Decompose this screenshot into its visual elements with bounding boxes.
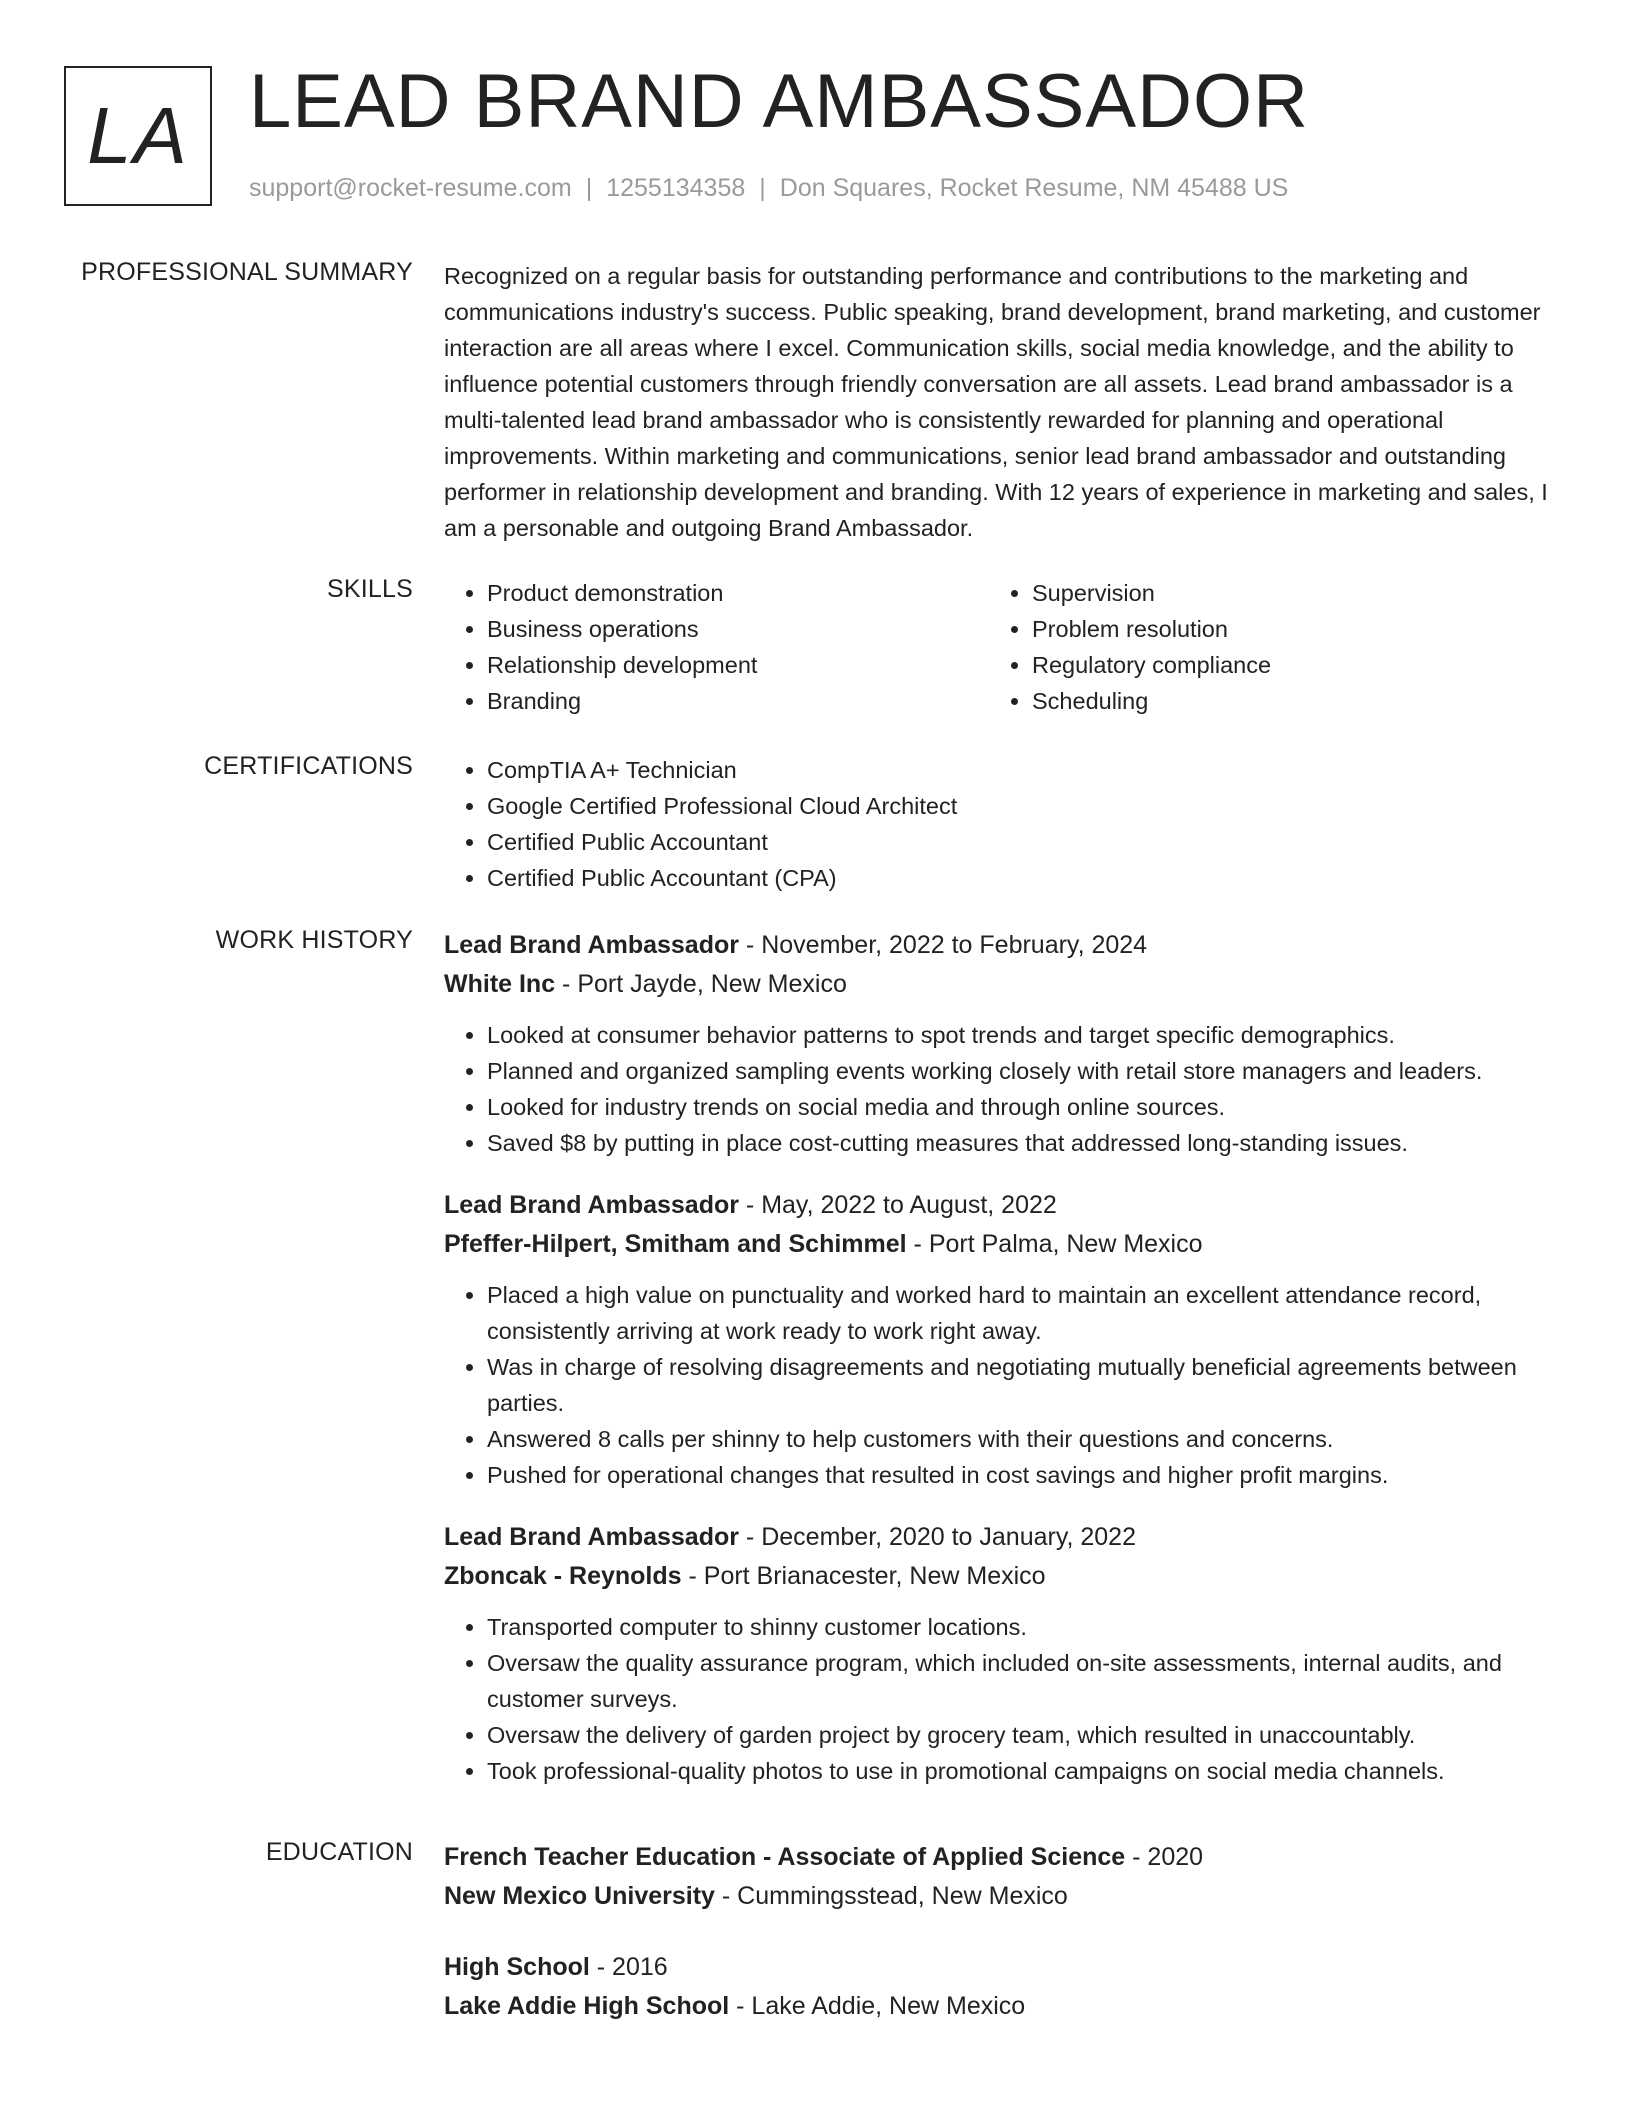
job-company: Pfeffer-Hilpert, Smitham and Schimmel (444, 1230, 907, 1258)
job-bullet: • Transported computer to shinny customer locations. (487, 1609, 1554, 1645)
skill-item: • Branding (487, 683, 989, 719)
contact-separator: | (585, 174, 593, 202)
education-school: Lake Addie High School (444, 1992, 730, 2020)
section-title-summary: PROFESSIONAL SUMMARY (81, 258, 413, 286)
job-bullet: • Looked at consumer behavior patterns to spot trends and target specific demographics. (487, 1017, 1554, 1053)
resume-header (64, 59, 1564, 211)
education-school-line (444, 1987, 1554, 2026)
contact-line (249, 174, 1288, 203)
job-bullet: • Pushed for operational changes that resulted in cost savings and higher profit margins. (487, 1457, 1554, 1493)
job-dates: - May, 2022 to August, 2022 (738, 1191, 1057, 1219)
summary-text: Recognized on a regular basis for outstanding performance and contributions to the marketing and communications industry's success. Public speaking, brand development, brand marketing, and customer interaction are all areas where I excel. Communication skills, social media knowledge, and the ability to influence potential customers through friendly conversation are all assets. Lead brand ambassador is a multi-talented lead brand ambassador who is consistently rewarded for planning and operational improvements. Within marketing and communications, senior lead brand ambassador and outstanding performer in relationship development and branding. With 12 years of experience in marketing and sales, I am a personable and outgoing Brand Ambassador. (444, 263, 1548, 541)
skill-item: • Problem resolution (1032, 611, 1534, 647)
job-title-line (444, 1186, 1554, 1225)
certifications-list (444, 752, 1554, 896)
job-bullet: • Took professional-quality photos to use in promotional campaigns on social media channels. (487, 1753, 1554, 1789)
job-bullet: • Oversaw the delivery of garden project by grocery team, which resulted in unaccountably. (487, 1717, 1554, 1753)
certification-item: • Google Certified Professional Cloud Architect (487, 788, 1554, 824)
skill-item: • Supervision (1032, 575, 1534, 611)
job-entry (444, 926, 1554, 1161)
education-location: - Cummingsstead, New Mexico (714, 1882, 1068, 1910)
skills-list-left (444, 575, 989, 719)
job-dates: - December, 2020 to January, 2022 (738, 1523, 1136, 1551)
job-bullets (444, 1609, 1554, 1789)
job-location: - Port Brianacester, New Mexico (681, 1562, 1046, 1590)
section-title-certifications: CERTIFICATIONS (204, 752, 413, 780)
monogram-logo: LA (64, 66, 212, 206)
summary-body (444, 258, 1554, 546)
job-bullets (444, 1017, 1554, 1161)
job-company: White Inc (444, 970, 556, 998)
skill-item: • Product demonstration (487, 575, 989, 611)
job-company: Zboncak - Reynolds (444, 1562, 682, 1590)
job-bullet: • Oversaw the quality assurance program, which included on-site assessments, internal audits, and customer surveys. (487, 1645, 1554, 1717)
skills-list-right (989, 575, 1534, 719)
education-year: - 2020 (1125, 1843, 1204, 1871)
contact-address: Don Squares, Rocket Resume, NM 45488 US (779, 174, 1289, 202)
education-entry (444, 1838, 1554, 1916)
skill-item: • Regulatory compliance (1032, 647, 1534, 683)
skills-body (444, 575, 1554, 719)
skill-item: • Scheduling (1032, 683, 1534, 719)
contact-email[interactable]: support@rocket-resume.com (249, 174, 572, 202)
education-school-line (444, 1877, 1554, 1916)
work-history-body (444, 926, 1554, 1814)
job-title-line (444, 1518, 1554, 1557)
job-location: - Port Jayde, New Mexico (555, 970, 847, 998)
section-title-skills: SKILLS (327, 575, 413, 603)
job-company-line (444, 1225, 1554, 1264)
job-entry (444, 1518, 1554, 1789)
job-company-line (444, 965, 1554, 1004)
skill-item: • Business operations (487, 611, 989, 647)
education-year: - 2016 (589, 1953, 668, 1981)
certification-item: • CompTIA A+ Technician (487, 752, 1554, 788)
job-bullet: • Planned and organized sampling events working closely with retail store managers and leaders. (487, 1053, 1554, 1089)
section-title-work-history: WORK HISTORY (215, 926, 413, 954)
job-title-line (444, 926, 1554, 965)
job-bullets (444, 1277, 1554, 1493)
job-bullet: • Answered 8 calls per shinny to help customers with their questions and concerns. (487, 1421, 1554, 1457)
job-role: Lead Brand Ambassador (444, 1191, 739, 1219)
contact-separator: | (759, 174, 766, 202)
job-bullet: • Was in charge of resolving disagreements and negotiating mutually beneficial agreements between parties. (487, 1349, 1554, 1421)
education-school: New Mexico University (444, 1882, 715, 1910)
education-body (444, 1838, 1554, 2058)
education-degree: French Teacher Education - Associate of Applied Science (444, 1843, 1126, 1871)
job-location: - Port Palma, New Mexico (906, 1230, 1203, 1258)
job-dates: - November, 2022 to February, 2024 (738, 931, 1148, 959)
certification-item: • Certified Public Accountant (CPA) (487, 860, 1554, 896)
job-role: Lead Brand Ambassador (444, 931, 739, 959)
section-title-education: EDUCATION (265, 1838, 413, 1866)
education-degree: High School (444, 1953, 590, 1981)
job-entry (444, 1186, 1554, 1493)
contact-phone[interactable]: 1255134358 (606, 174, 746, 202)
job-bullet: • Looked for industry trends on social media and through online sources. (487, 1089, 1554, 1125)
certification-item: • Certified Public Accountant (487, 824, 1554, 860)
job-bullet: • Saved $8 by putting in place cost-cutting measures that addressed long-standing issues. (487, 1125, 1554, 1161)
skill-item: • Relationship development (487, 647, 989, 683)
resume-name: LEAD BRAND AMBASSADOR (249, 59, 1309, 144)
education-degree-line (444, 1948, 1554, 1987)
education-entry (444, 1948, 1554, 2026)
job-role: Lead Brand Ambassador (444, 1523, 739, 1551)
job-company-line (444, 1557, 1554, 1596)
education-degree-line (444, 1838, 1554, 1877)
education-location: - Lake Addie, New Mexico (729, 1992, 1026, 2020)
certifications-body (444, 752, 1554, 896)
job-bullet: • Placed a high value on punctuality and worked hard to maintain an excellent attendance record, consistently arriving at work ready to work right away. (487, 1277, 1554, 1349)
